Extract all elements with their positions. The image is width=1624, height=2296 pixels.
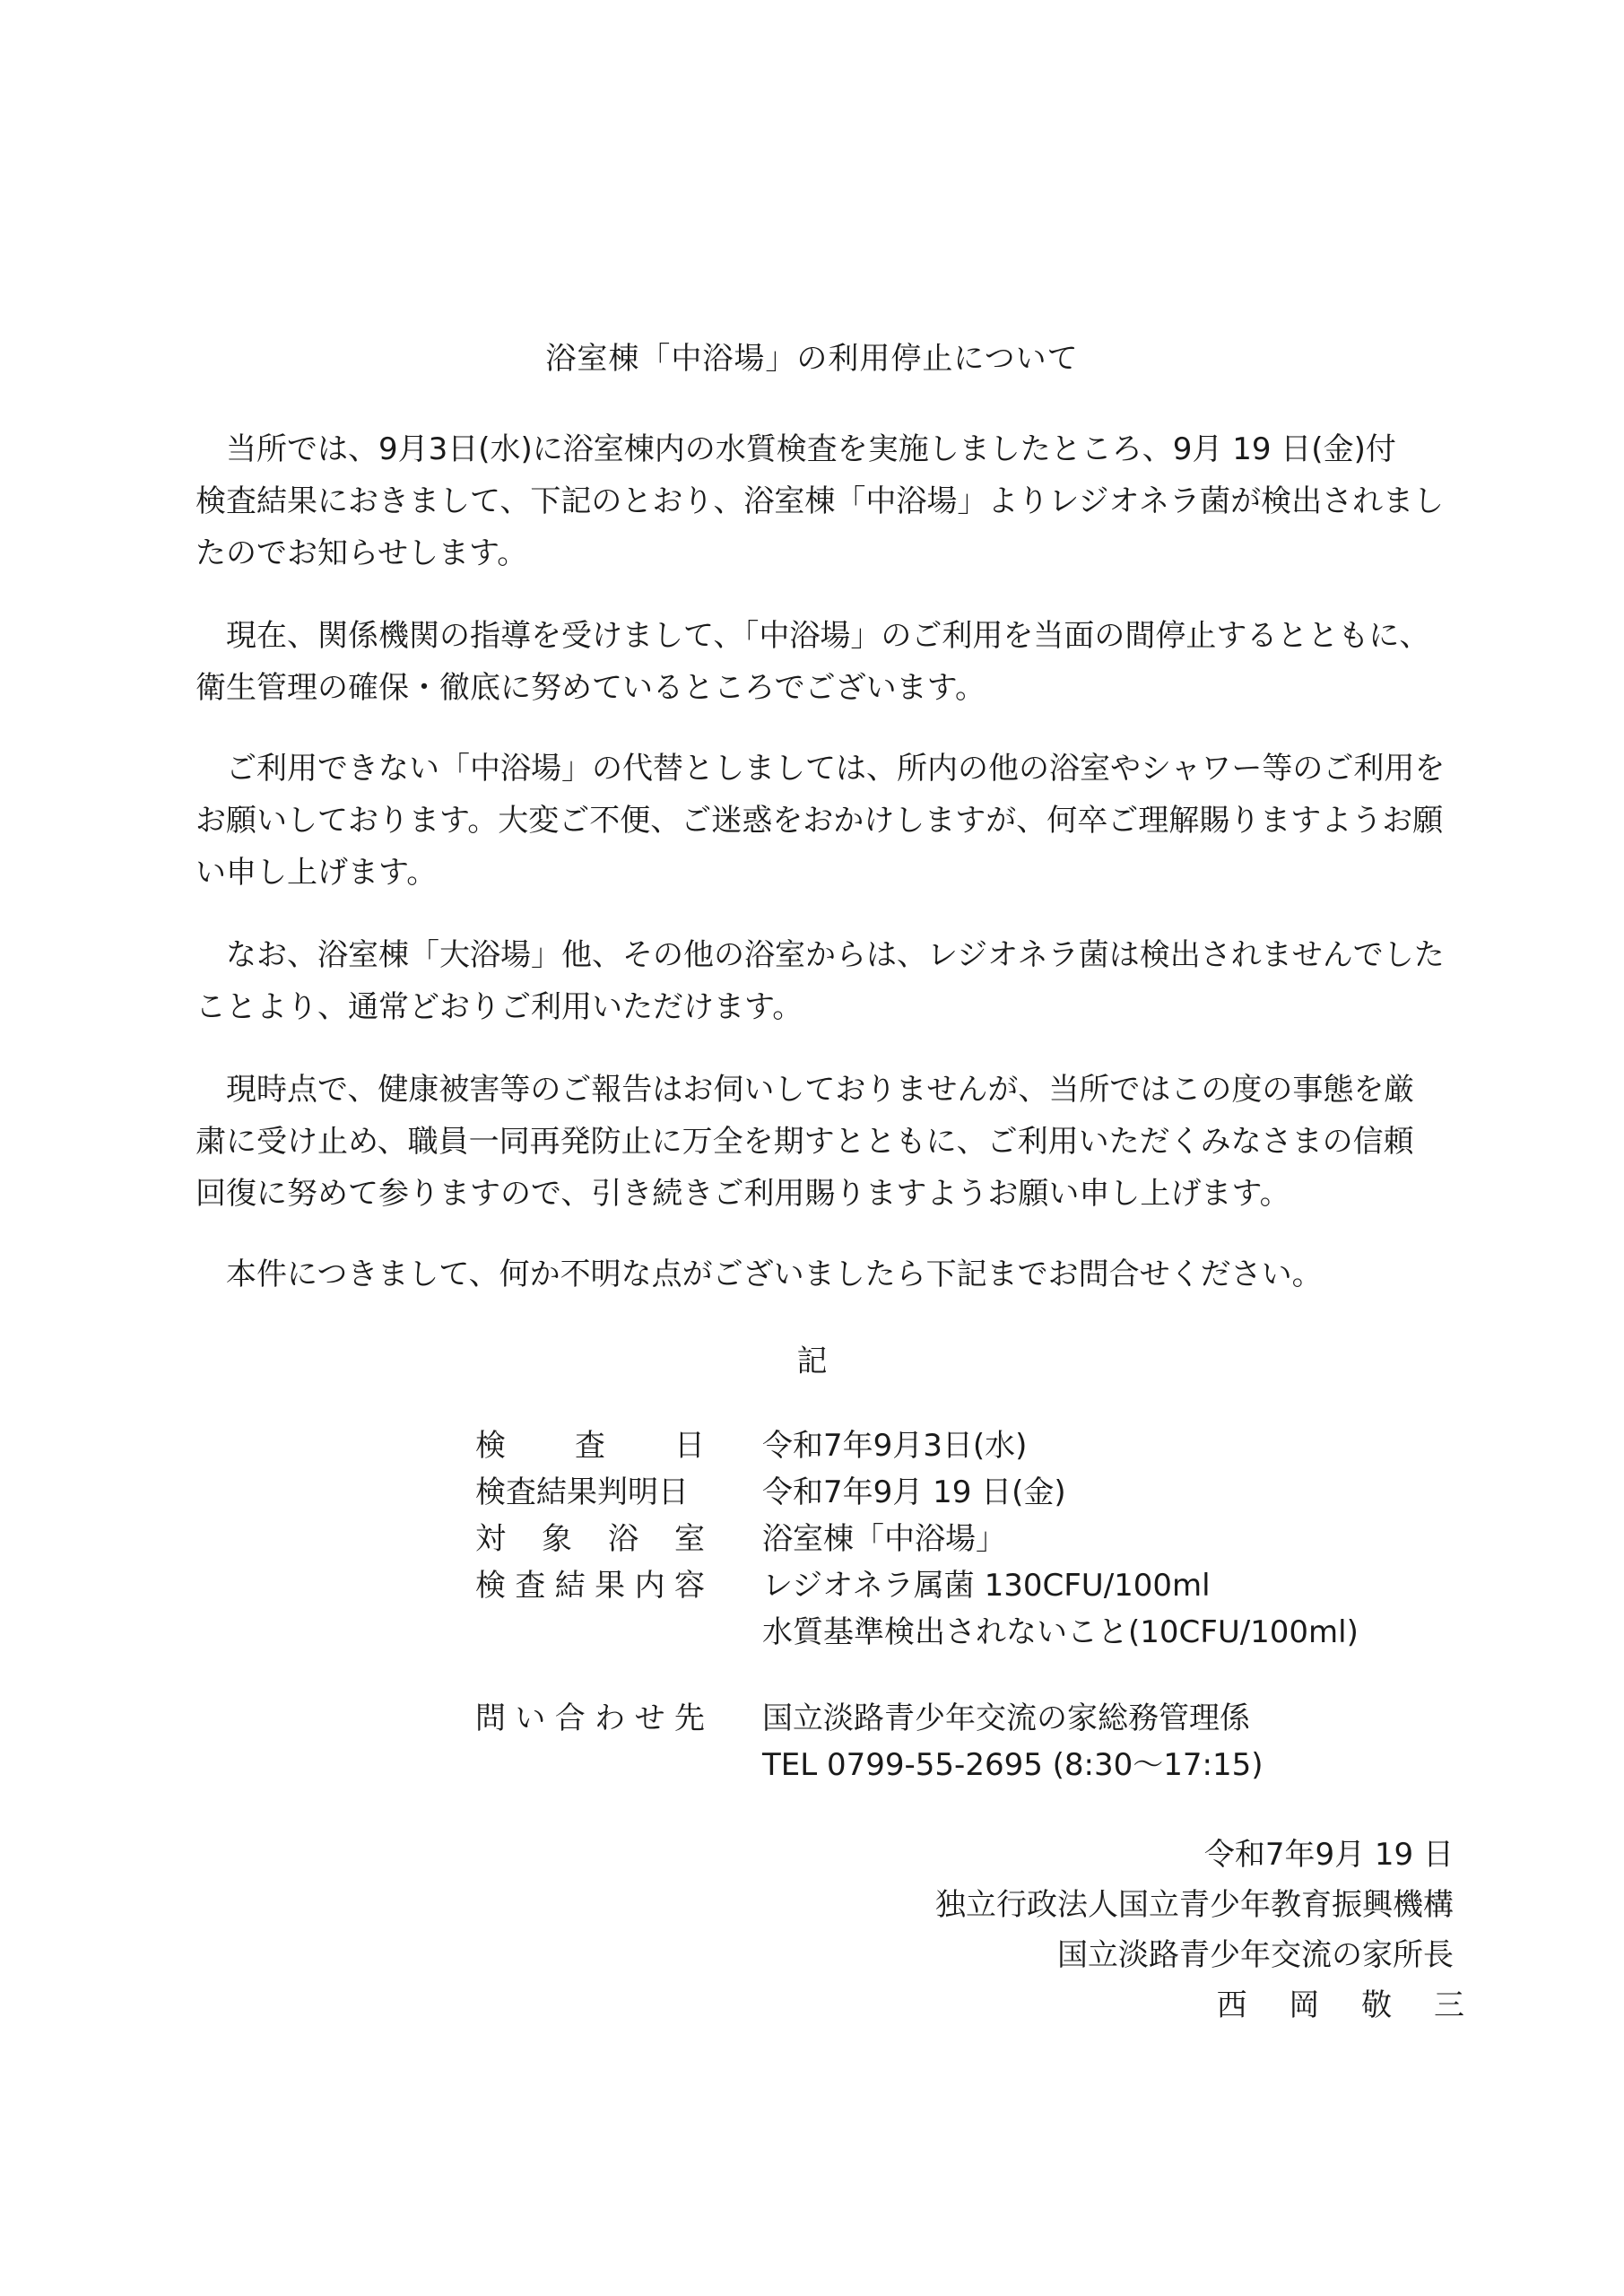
detail-label: 検 査 結 果 内 容 (475, 1568, 705, 1604)
detail-value: レジオネラ属菌 130CFU/100ml 水質基準検出されないこと(10CFU/100ml) (762, 1568, 1359, 1650)
detail-row-result-date (475, 1469, 1359, 1516)
paragraph-line: 現時点で、健康被害等のご報告はお伺いしておりませんが、当所ではこの度の事態を厳 (226, 1072, 1415, 1108)
detail-label: 検査結果判明日 (475, 1474, 689, 1510)
signoff-date: 令和7年9月 19 日 (1203, 1837, 1454, 1873)
paragraph-line: なお、浴室棟「大浴場」他、その他の浴室からは、レジオネラ菌は検出されませんでした (226, 937, 1445, 973)
paragraph-line: 検査結果におきまして、下記のとおり、浴室棟「中浴場」よりレジオネラ菌が検出されまし (195, 483, 1445, 519)
detail-row-contact (475, 1695, 1359, 1788)
detail-label: 検 査 日 (475, 1428, 705, 1464)
paragraph-line: お願いしております。大変ご不便、ご迷惑をおかけしますが、何卒ご理解賜りますようお願 (195, 803, 1444, 839)
paragraph-1 (195, 423, 1451, 579)
signoff-block (935, 1830, 1481, 2031)
paragraph-line: 本件につきまして、何か不明な点がございましたら下記までお問合せください。 (226, 1257, 1323, 1292)
paragraph-line: 粛に受け止め、職員一同再発防止に万全を期すとともに、ご利用いただくみなさまの信頼 (195, 1124, 1414, 1160)
paragraph-line: 衛生管理の確保・徹底に努めているところでございます。 (195, 670, 986, 706)
detail-value: 令和7年9月 19 日(金) (762, 1474, 1066, 1510)
detail-value: 令和7年9月3日(水) (762, 1428, 1028, 1464)
detail-row-target-bath (475, 1516, 1359, 1562)
signoff-organization: 独立行政法人国立青少年教育振興機構 (935, 1887, 1454, 1923)
detail-label: 問 い 合 わ せ 先 (475, 1700, 705, 1736)
detail-row-result-content (475, 1562, 1359, 1656)
detail-label: 対 象 浴 室 (475, 1521, 705, 1557)
paragraph-2 (195, 610, 1451, 714)
paragraph-line: ことより、通常どおりご利用いただけます。 (195, 989, 803, 1025)
paragraph-5 (195, 1064, 1451, 1220)
ki-label: 記 (796, 1344, 828, 1379)
detail-value: 浴室棟「中浴場」 (762, 1521, 1006, 1557)
paragraph-6 (195, 1248, 1451, 1300)
signoff-name: 西 岡 敬 三 (1216, 1987, 1481, 2023)
detail-row-inspection-date (475, 1422, 1359, 1469)
paragraph-line: 現在、関係機関の指導を受けまして、「中浴場」のご利用を当面の間停止するとともに、 (226, 618, 1430, 654)
paragraph-line: 当所では、9月3日(水)に浴室棟内の水質検査を実施しましたところ、9月 19 日(金)付 (226, 431, 1396, 467)
paragraph-line: たのでお知らせします。 (195, 535, 528, 571)
paragraph-4 (195, 929, 1451, 1033)
page-title: 浴室棟「中浴場」の利用停止について (545, 341, 1079, 377)
paragraph-line: 回復に努めて参りますので、引き続きご利用賜りますようお願い申し上げます。 (195, 1176, 1290, 1212)
paragraph-line: い申し上げます。 (195, 855, 438, 891)
details-list (475, 1422, 1359, 1788)
detail-value: 国立淡路青少年交流の家総務管理係 TEL 0799-55-2695 (8:30〜17:15) (762, 1700, 1264, 1783)
signoff-office: 国立淡路青少年交流の家所長 (1057, 1937, 1454, 1973)
paragraph-3 (195, 743, 1451, 899)
paragraph-line: ご利用できない「中浴場」の代替としましては、所内の他の浴室やシャワー等のご利用を (226, 751, 1446, 787)
